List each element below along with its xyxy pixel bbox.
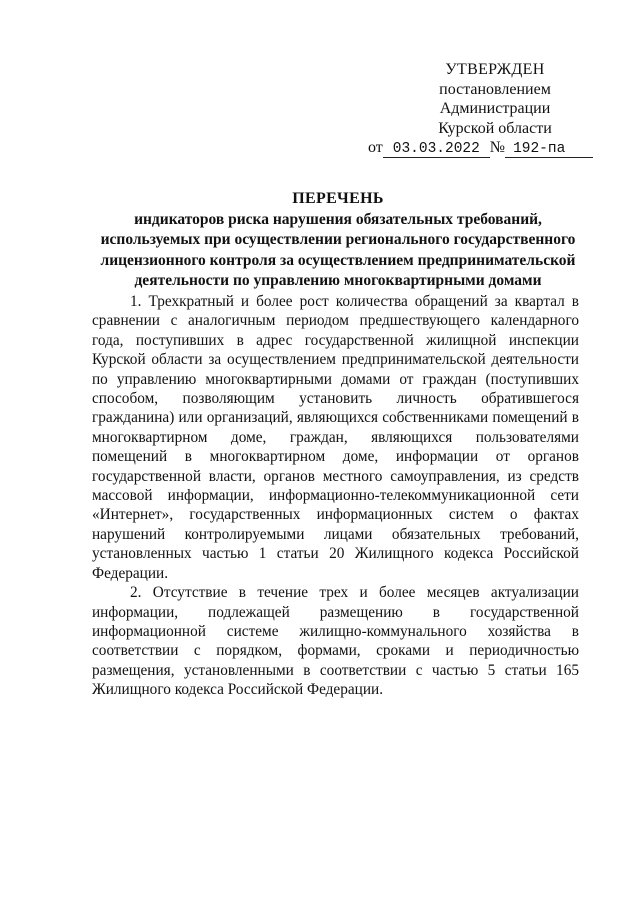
document-title: ПЕРЕЧЕНЬ [292,190,384,207]
document-body [92,292,579,700]
document-heading [88,189,588,292]
approval-date-row [368,138,592,158]
approval-line-2: Курской области [438,119,552,137]
approval-date: 03.03.2022 [383,141,490,158]
number-prefix: № [489,139,506,156]
list-item-1: 1. Трехкратный и более рост количества обращений за квартал в сравнении с аналогичным периодом предшествующего календарного года, поступивших в адрес государственной жилищной инспекции Курской области за осуществлением предпринимательской деятельности по управлению многоквартирными домами от граждан (поступивших способом, позволяющим установить личность обратившегося гражданина) или организаций, являющихся собственниками помещений в многоквартирном доме, граждан, являющихся пользователями помещений в многоквартирном доме, информации от органов государственной власти, органов местного самоуправления, из средств массовой информации, информационно-телекоммуникационной сети «Интернет», государственных информационных систем о фактах нарушений контролируемыми лицами обязательных требований, установленных частью 1 статьи 20 Жилищного кодекса Российской Федерации. [92,293,579,582]
heading-line-3: лицензионного контроля за осуществлением предпринимательской [100,251,576,269]
approval-line-1: постановлением Администрации [439,80,551,117]
list-item-2: 2. Отсутствие в течение трех и более месяцев актуализации информации, подлежащей размещению в государственной информационной системе жилищно-коммунального хозяйства в соответствии с порядком, формами, сроками и периодичностью размещения, установленными в соответствии с частью 5 статьи 165 Жилищного кодекса Российской Федерации. [92,584,579,699]
heading-line-2: используемых при осуществлении регионального государственного [100,231,576,248]
heading-line-1: индикаторов риска нарушения обязательных требований, [134,210,542,228]
approval-number: 192-па [505,141,593,158]
heading-line-4: деятельности по управлению многоквартирными домами [134,272,542,289]
approval-stamp [362,60,592,158]
date-prefix: от [368,139,383,156]
approval-title: УТВЕРЖДЕН [445,61,545,78]
